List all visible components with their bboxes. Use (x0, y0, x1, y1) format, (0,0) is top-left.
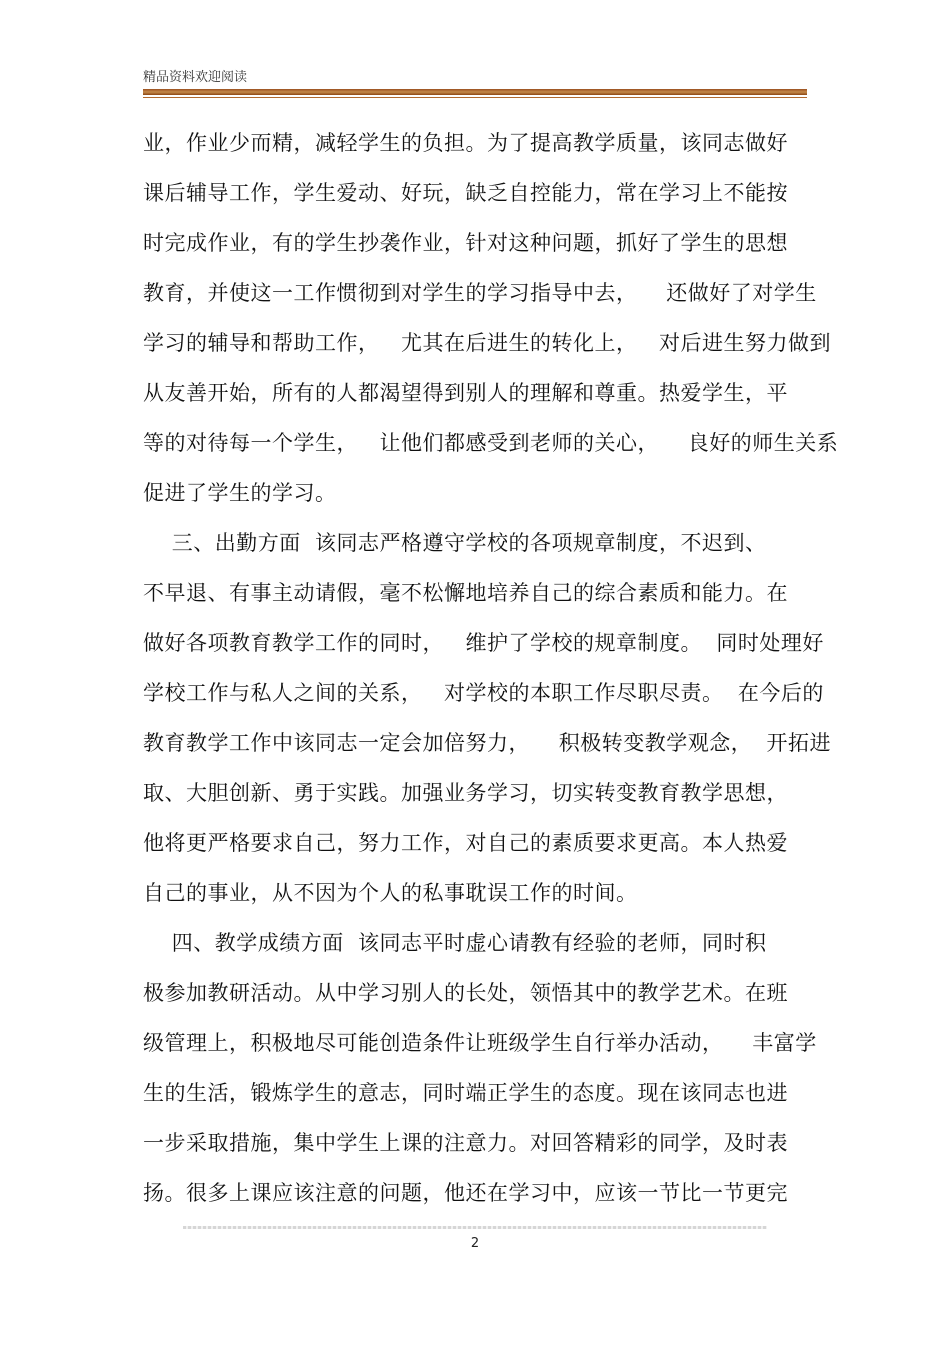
text-line: 一步采取措施，集中学生上课的注意力。对回答精彩的同学，及时表 (143, 1131, 788, 1155)
text-line: 教育教学工作中该同志一定会加倍努力， 积极转变教学观念， 开拓进 (143, 731, 832, 755)
text-line: 极参加教研活动。从中学习别人的长处，领悟其中的教学艺术。在班 (143, 981, 788, 1005)
text-line: 他将更严格要求自己，努力工作，对自己的素质要求更高。本人热爱 (143, 831, 788, 855)
text-line: 不早退、有事主动请假，毫不松懈地培养自己的综合素质和能力。在 (143, 581, 788, 605)
header-rule-thin (143, 97, 807, 98)
text-line: 做好各项教育教学工作的同时， 维护了学校的规章制度。 同时处理好 (143, 631, 824, 655)
page-number: 2 (470, 1236, 480, 1251)
text-line: 扬。很多上课应该注意的问题，他还在学习中，应该一节比一节更完 (143, 1181, 788, 1205)
text-line: 课后辅导工作，学生爱动、好玩，缺乏自控能力，常在学习上不能按 (143, 181, 788, 205)
footer-rule (183, 1226, 767, 1229)
page-header-text: 精品资料欢迎阅读 (143, 70, 248, 85)
text-line: 级管理上，积极地尽可能创造条件让班级学生自行举办活动， 丰富学 (143, 1031, 817, 1055)
section-heading-line: 三、出勤方面 该同志严格遵守学校的各项规章制度，不迟到、 (143, 531, 767, 555)
text-line: 业，作业少而精，减轻学生的负担。为了提高教学质量，该同志做好 (143, 131, 788, 155)
header-rule (143, 89, 807, 95)
text-line: 教育，并使这一工作惯彻到对学生的学习指导中去， 还做好了对学生 (143, 281, 817, 305)
section-heading-line: 四、教学成绩方面 该同志平时虚心请教有经验的老师，同时积 (143, 931, 767, 955)
text-line: 学校工作与私人之间的关系， 对学校的本职工作尽职尽责。 在今后的 (143, 681, 824, 705)
document-body (143, 118, 839, 1218)
text-line: 时完成作业，有的学生抄袭作业，针对这种问题，抓好了学生的思想 (143, 231, 788, 255)
text-line: 生的生活，锻炼学生的意志，同时端正学生的态度。现在该同志也进 (143, 1081, 788, 1105)
text-line: 学习的辅导和帮助工作， 尤其在后进生的转化上， 对后进生努力做到 (143, 331, 832, 355)
text-line: 等的对待每一个学生， 让他们都感受到老师的关心， 良好的师生关系 (143, 431, 839, 455)
text-line: 从友善开始，所有的人都渴望得到别人的理解和尊重。热爱学生，平 (143, 381, 788, 405)
text-line: 取、大胆创新、勇于实践。加强业务学习，切实转变教育教学思想， (143, 781, 788, 805)
text-line: 自己的事业，从不因为个人的私事耽误工作的时间。 (143, 881, 638, 905)
text-line: 促进了学生的学习。 (143, 481, 337, 505)
